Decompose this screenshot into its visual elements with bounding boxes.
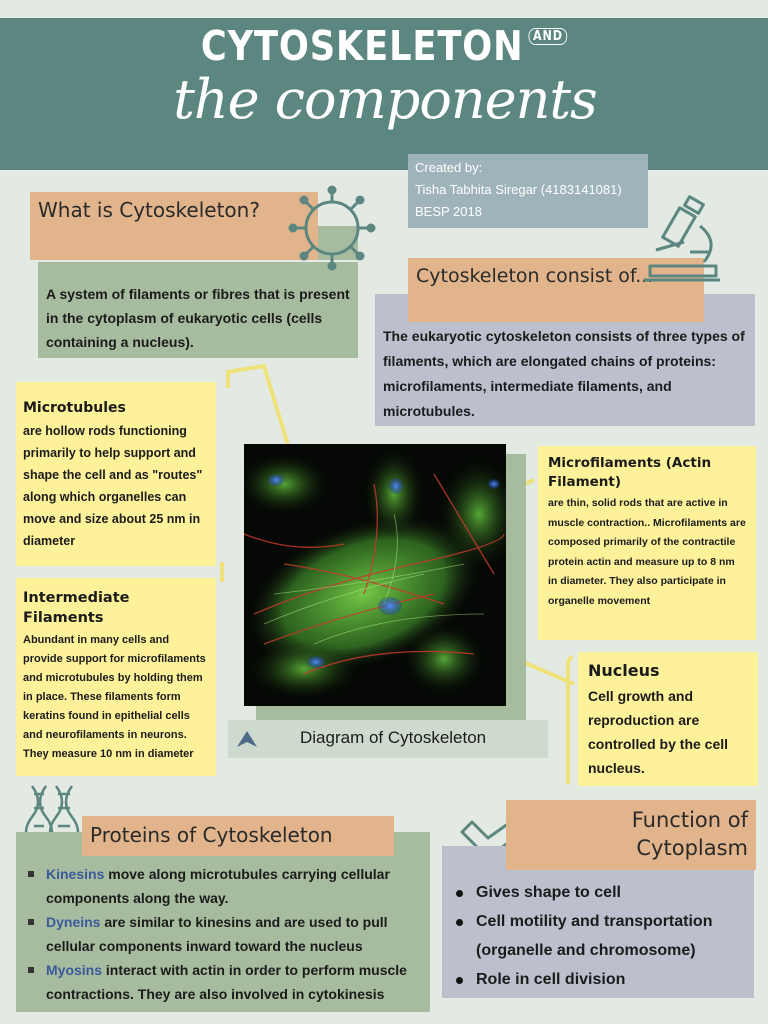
function-item: Cell motility and transportation (organelle and chromosome) [450, 907, 746, 965]
function-item: Role in cell division [450, 965, 746, 994]
function-title: Function of Cytoplasm [506, 800, 756, 870]
what-is-body: A system of filaments or fibres that is present in the cytoplasm of eukaryotic cells (cells containing a nucleus). [38, 262, 358, 358]
nucleus-card [578, 652, 758, 786]
microfilaments-body: are thin, solid rods that are active in muscle contraction.. Microfilaments are composed primarily of the contractile protein actin and measure up to 8 nm in diameter. They also participate in organelle movement [548, 497, 746, 607]
proteins-list [28, 862, 420, 1006]
microtubules-card [16, 382, 216, 566]
diagram-caption: Diagram of Cytoskeleton [300, 728, 487, 747]
consist-body: The eukaryotic cytoskeleton consists of three types of filaments, which are elongated chains of proteins: microfilaments, intermediate filaments, and microtubules. [375, 294, 755, 426]
protein-item-dyneins: Dyneins are similar to kinesins and are used to pull cellular components inward toward the nucleus [28, 910, 420, 958]
credits-label: Created by: [415, 160, 483, 175]
credits-class: BESP 2018 [415, 204, 482, 219]
intermediate-body: Abundant in many cells and provide support for microfilaments and microtubules by holding them in place. These filaments form keratins found in epithelial cells and neurofilaments in neurons. They measure 10 nm in diameter [23, 634, 206, 760]
function-item: Gives shape to cell [450, 878, 746, 907]
microtubules-title: Microtubules [23, 400, 126, 416]
nucleus-body: Cell growth and reproduction are controlled by the cell nucleus. [588, 688, 729, 776]
cell-icon [288, 186, 378, 270]
credits-author: Tisha Tabhita Siregar (4183141081) [415, 182, 622, 197]
nucleus-title: Nucleus [588, 661, 660, 680]
microfilaments-title: Microfilaments (Actin Filament) [548, 455, 712, 490]
intermediate-card [16, 578, 216, 776]
protein-item-kinesins: Kinesins move along microtubules carrying cellular components along the way. [28, 862, 420, 910]
triangle-arrow-icon [236, 730, 258, 748]
proteins-body [16, 832, 430, 1012]
title-script: the components [173, 68, 597, 131]
cytoskeleton-micrograph [244, 444, 506, 706]
consist-title: Cytoskeleton consist of... [408, 258, 704, 322]
function-list [450, 878, 746, 994]
title-and-badge: AND [529, 28, 567, 45]
microfilaments-card [538, 446, 756, 640]
diagram-caption-bar [228, 720, 548, 758]
intermediate-title: Intermediate Filaments [23, 590, 130, 626]
title-main: CYTOSKELETON AND [54, 22, 714, 70]
what-is-title: What is Cytoskeleton? [30, 192, 318, 260]
proteins-title: Proteins of Cytoskeleton [82, 816, 394, 856]
microtubules-body: are hollow rods functioning primarily to help support and shape the cell and as "routes" along which organelles can move and size about 25 nm in diameter [23, 424, 203, 548]
protein-item-myosins: Myosins interact with actin in order to perform muscle contractions. They are also involved in cytokinesis [28, 958, 420, 1006]
credits-box [408, 154, 648, 228]
microscope-icon [640, 196, 724, 286]
